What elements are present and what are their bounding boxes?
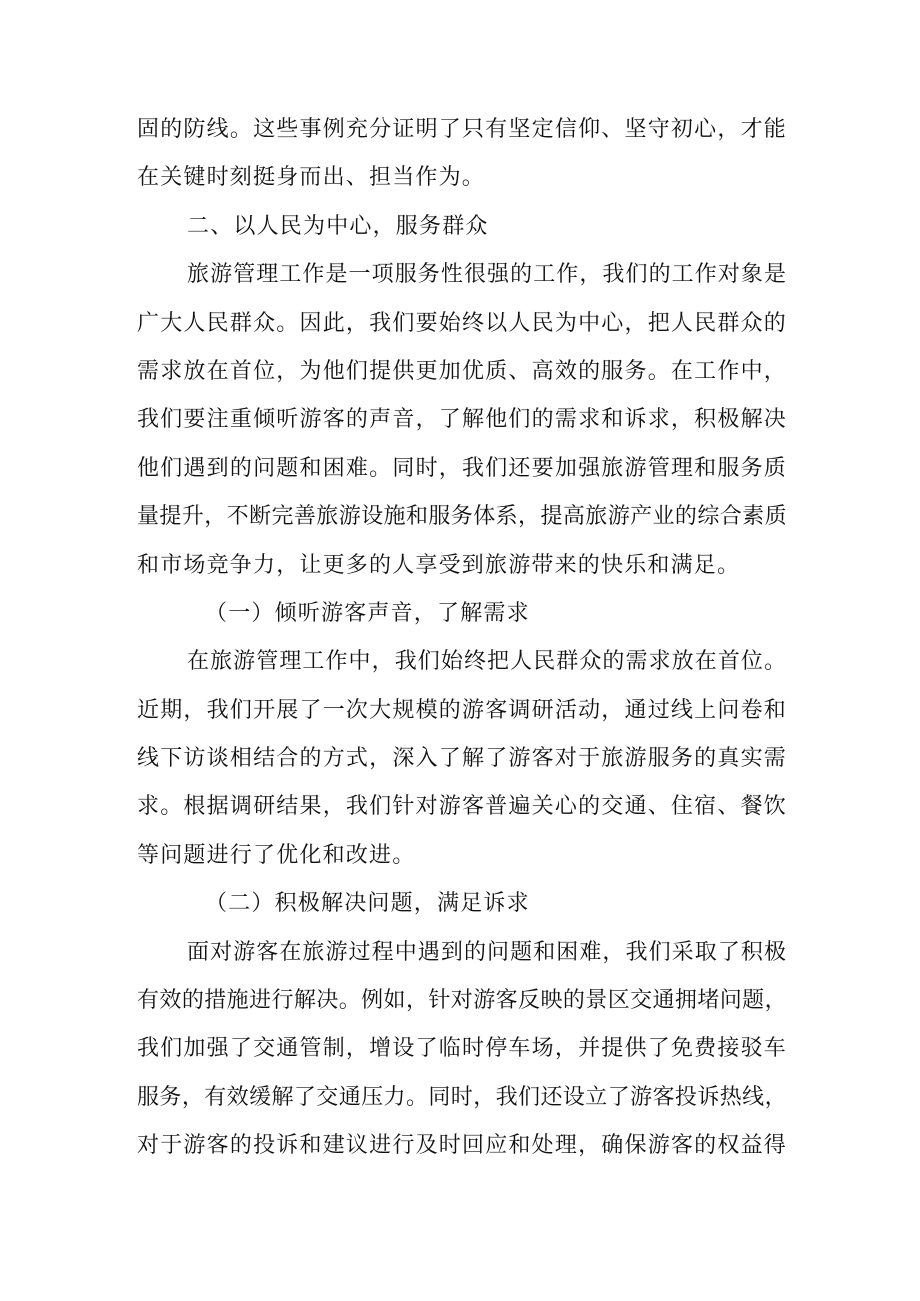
text-line: 面对游客在旅游过程中遇到的问题和困难，我们采取了积极 bbox=[187, 939, 787, 965]
text-line: 旅游管理工作是一项服务性很强的工作，我们的工作对象是 bbox=[187, 262, 787, 288]
text-line: 他们遇到的问题和困难。同时，我们还要加强旅游管理和服务质 bbox=[137, 455, 787, 481]
text-line: 对于游客的投诉和建议进行及时回应和处理，确保游客的权益得 bbox=[137, 1133, 787, 1159]
text-line: 求。根据调研结果，我们针对游客普遍关心的交通、住宿、餐饮 bbox=[137, 794, 787, 820]
text-line: 和市场竞争力，让更多的人享受到旅游带来的快乐和满足。 bbox=[137, 552, 741, 578]
text-line: 我们要注重倾听游客的声音，了解他们的需求和诉求，积极解决 bbox=[137, 407, 787, 433]
text-line: 有效的措施进行解决。例如，针对游客反映的景区交通拥堵问题， bbox=[137, 988, 787, 1014]
text-line: 广大人民群众。因此，我们要始终以人民为中心，把人民群众的 bbox=[137, 310, 787, 336]
text-line: 等问题进行了优化和改进。 bbox=[137, 842, 416, 868]
subsection-heading: （二）积极解决问题，满足诉求 bbox=[205, 891, 530, 917]
text-line: 在关键时刻挺身而出、担当作为。 bbox=[137, 165, 486, 191]
document-body bbox=[137, 106, 787, 1171]
subsection-heading: （一）倾听游客声音，了解需求 bbox=[205, 600, 530, 626]
text-line: 服务，有效缓解了交通压力。同时，我们还设立了游客投诉热线， bbox=[137, 1084, 787, 1110]
text-line: 线下访谈相结合的方式，深入了解了游客对于旅游服务的真实需 bbox=[137, 746, 787, 772]
text-line: 我们加强了交通管制，增设了临时停车场，并提供了免费接驳车 bbox=[137, 1036, 787, 1062]
text-line: 在旅游管理工作中，我们始终把人民群众的需求放在首位。 bbox=[187, 649, 787, 675]
section-heading: 二、以人民为中心，服务群众 bbox=[187, 213, 489, 239]
text-line: 近期，我们开展了一次大规模的游客调研活动，通过线上问卷和 bbox=[137, 697, 787, 723]
text-line: 需求放在首位，为他们提供更加优质、高效的服务。在工作中， bbox=[137, 358, 787, 384]
text-line: 量提升，不断完善旅游设施和服务体系，提高旅游产业的综合素质 bbox=[137, 504, 787, 530]
text-line: 固的防线。这些事例充分证明了只有坚定信仰、坚守初心，才能 bbox=[137, 117, 787, 142]
